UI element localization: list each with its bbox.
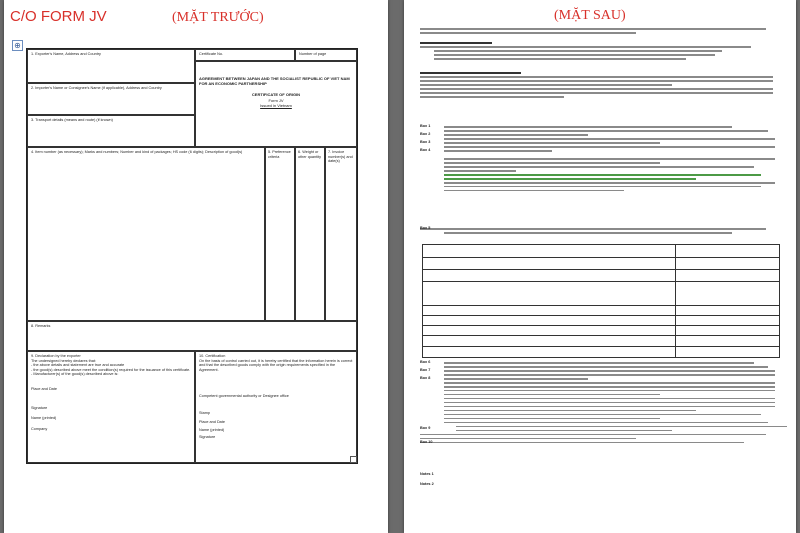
box-6	[295, 147, 325, 321]
box-10	[195, 351, 357, 463]
box-cert-no	[195, 49, 295, 61]
box-9-company: Company	[31, 426, 48, 431]
box-8	[27, 321, 357, 351]
box-10-label: 10. Certification	[199, 354, 226, 358]
box-7	[325, 147, 357, 321]
form-jv-label: Form JV	[268, 98, 284, 103]
box-10-authority: Competent governmental authority or Designee office	[199, 394, 289, 399]
box-9-place-date: Place and Date	[31, 386, 57, 391]
box-page-no	[295, 49, 357, 61]
box-9-label: 9. Declaration by the exporter	[31, 354, 81, 358]
table-resize-handle[interactable]	[350, 456, 357, 463]
box-label: Box 9	[420, 426, 431, 430]
box-4-detail	[420, 158, 780, 194]
box-label: Box 4	[420, 148, 431, 152]
page-no-label: Number of page	[299, 52, 327, 56]
box-9-line: The undersigned hereby declares that:	[31, 358, 97, 363]
box-5	[265, 147, 295, 321]
back-side-label: (MẶT SAU)	[554, 8, 626, 23]
box-label: Box 3	[420, 140, 431, 144]
box-label: Box 1	[420, 124, 431, 128]
agreement-title: AGREEMENT BETWEEN JAPAN AND THE SOCIALIST REPUBLIC OF VIET NAM FOR AN ECONOMIC PARTNERSHIP	[199, 76, 350, 86]
box-9-line: - the good(s) described above meet the condition(s) required for the issuance of this certificate.	[31, 367, 191, 372]
box-label: Box 8	[420, 376, 431, 380]
box-9-signature: Signature	[31, 405, 48, 410]
box-10-signature: Signature	[199, 434, 216, 439]
general-conditions	[420, 42, 780, 62]
box-instructions-1-4	[420, 126, 780, 154]
front-page	[4, 0, 388, 533]
box-2	[27, 83, 195, 115]
box-5-intro	[420, 228, 780, 236]
box-1	[27, 49, 195, 83]
box-label: Notes 1	[420, 472, 434, 476]
certificate-form	[26, 48, 358, 464]
box-4	[27, 147, 265, 321]
box-instructions-6-10	[420, 362, 780, 446]
box-9-line: - the above details and statement are true and accurate	[31, 363, 125, 368]
back-page	[404, 0, 796, 533]
box-label: Box 2	[420, 132, 431, 136]
cert-title: CERTIFICATE OF ORIGIN	[251, 92, 301, 97]
front-side-label: (MẶT TRƯỚC)	[172, 10, 264, 25]
instructions-heading	[420, 72, 780, 100]
issued-in-label: Issued in Vietnam	[260, 103, 292, 108]
box-10-text: On the basis of control carried out, it is hereby certified that the information herein is correct and that the described goods comply with the origin requirements specified in the Agreement.	[199, 358, 353, 372]
box-5-label: 5. Preference criteria	[268, 150, 291, 159]
box-label: Notes 2	[420, 482, 434, 486]
box-9-line: - Manufacturer(s) of the good(s) described above is:	[31, 372, 119, 377]
box-9-name: Name (printed)	[31, 416, 57, 421]
box-3-label: 3. Transport details (means and route) (if known)	[31, 118, 113, 122]
box-10-stamp: Stamp	[199, 410, 210, 415]
box-label: Box 10	[420, 440, 433, 444]
box-7-label: 7. Invoice number(s) and date(s)	[328, 150, 353, 164]
box-label: Box 7	[420, 368, 431, 372]
box-10-name: Name (printed)	[199, 428, 225, 433]
intro-text	[420, 28, 780, 36]
box-3	[27, 115, 195, 147]
form-label: C/O FORM JV	[10, 8, 107, 25]
title-area	[195, 61, 357, 147]
box-8-label: 8. Remarks	[31, 324, 51, 328]
table-move-handle[interactable]: ⊕	[12, 40, 23, 51]
box-9	[27, 351, 195, 463]
preference-criteria-table	[422, 244, 780, 358]
box-2-label: 2. Importer's Name or Consignee's Name (if applicable), Address and Country	[31, 86, 162, 90]
cert-no-label: Certificate No.	[199, 52, 224, 56]
box-label: Box 6	[420, 360, 431, 364]
box-1-label: 1. Exporter's Name, Address and Country	[31, 52, 101, 56]
box-10-place-date: Place and Date	[199, 419, 225, 424]
box-label: Box 5	[420, 226, 431, 230]
box-4-label: 4. Item number (as necessary); Marks and numbers; Number and kind of packages; HS code (6 digits); Description of good(s)	[31, 150, 243, 154]
box-6-label: 6. Weight or other quantity	[298, 150, 322, 159]
